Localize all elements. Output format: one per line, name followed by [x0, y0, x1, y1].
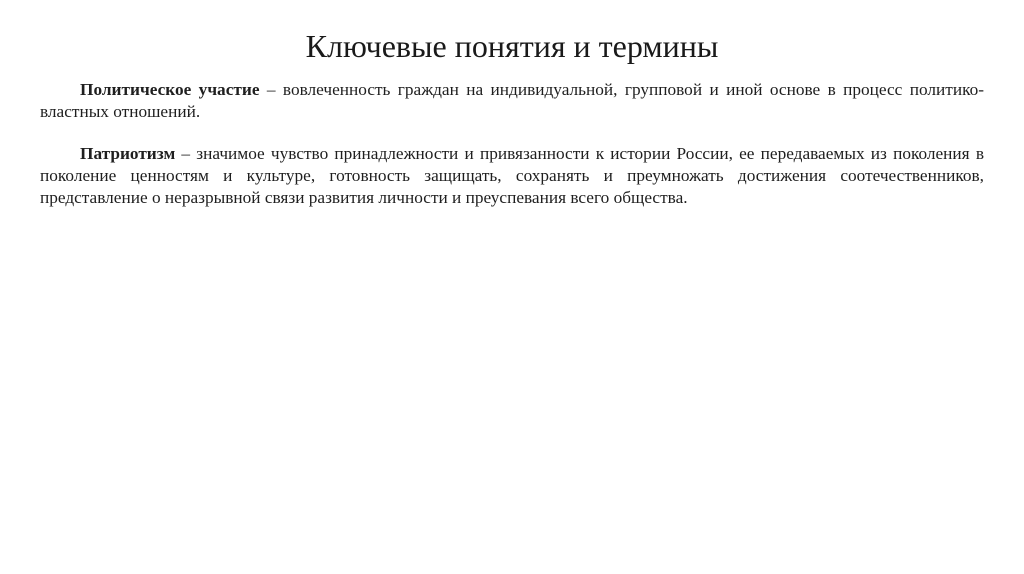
slide-title: Ключевые понятия и термины	[305, 28, 719, 64]
definition-term: Политическое участие	[80, 80, 260, 99]
definition-text: – значимое чувство принадлежности и привязанности к истории России, ее передаваемых из поколения в поколение ценностям и культуре, готовность защищать, сохранять и преумножать достижения соотечественников, представление о неразрывной связи развития личности и преуспевания всего общества.	[40, 144, 984, 207]
definition-political-participation	[40, 79, 984, 123]
definition-text: – вовлеченность граждан на индивидуальной, групповой и иной основе в процесс политико-властных отношений.	[40, 80, 984, 121]
definition-patriotism	[40, 143, 984, 209]
definition-term: Патриотизм	[80, 144, 176, 163]
definitions-list	[40, 79, 984, 209]
